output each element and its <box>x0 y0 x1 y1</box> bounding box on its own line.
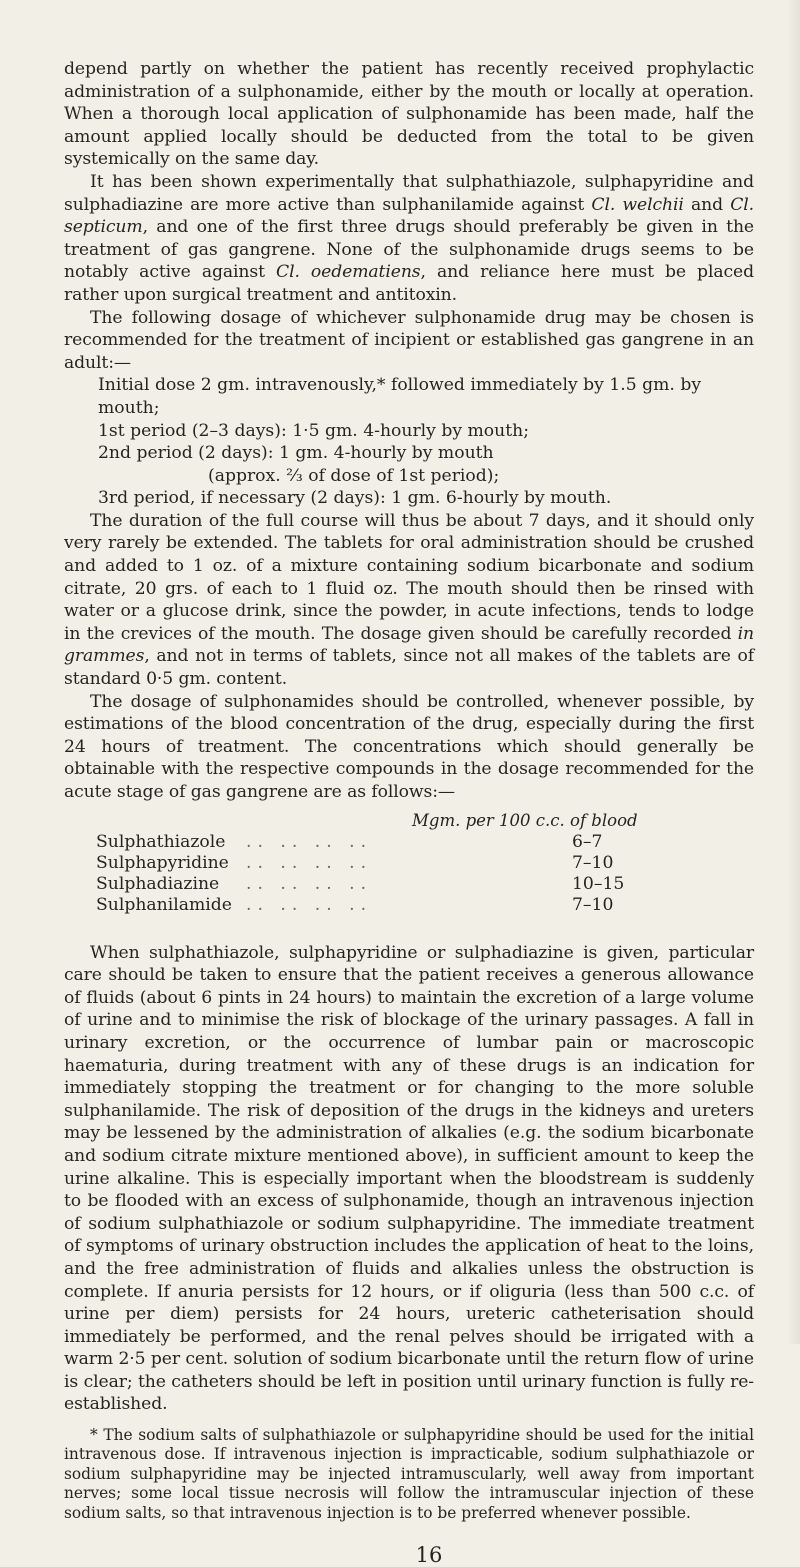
spacer <box>64 1416 754 1426</box>
spacer <box>64 916 754 942</box>
page-edge-shadow <box>786 0 800 1344</box>
drug-name: Sulphapyridine <box>96 852 229 873</box>
drug-name: Sulphathiazole <box>96 831 226 852</box>
table-row <box>96 853 624 874</box>
organism-welchii: Cl. welchii <box>591 194 684 215</box>
p4-emphasis: in grammes <box>64 623 754 667</box>
concentration-table-header: Mgm. per 100 c.c. of blood <box>412 810 638 830</box>
paragraph-urinary-care: When sulphathiazole, sulphapyridine or sulphadiazine is given, particular care should be taken to ensure that the patient receives a generous allowance of fluids (about 6 pints in 24 hours) to maintain the excretion of a large volume of urine and to minimise the risk of blockage of the urinary passages. A fall in urinary excretion, or the occurrence of lumbar pain or macroscopic haematuria, during treatment with any of these drugs is an indication for immediately stopping the treatment or for changing to the more soluble sulphanilamide. The risk of deposition of the drugs in the kidneys and ureters may be lessened by the administration of alkalies (e.g. the sodium bicarbonate and sodium citrate mixture mentioned above), in sufficient amount to keep the urine alkaline. This is especially important when the bloodstream is suddenly to be flooded with an excess of sulphonamide, though an intravenous injection of sodium sulphathiazole or sodium sulphapyridine. The immediate treatment of symptoms of urinary obstruction includes the application of heat to the loins, and the free administration of fluids and alkalies unless the obstruction is complete. If anuria persists for 12 hours, or if oliguria (less than 500 c.c. of urine per diem) persists for 24 hours, ureteric catheterisation should immediately be performed, and the renal pelves should be irrigated with a warm 2·5 per cent. solution of sodium bicarbonate until the return flow of urine is clear; the catheters should be left in position until urinary function is fully re-established. <box>64 942 754 1415</box>
concentration-value: 7–10 <box>572 852 614 873</box>
leader-dots: .. .. .. .. <box>246 831 373 852</box>
paragraph-organism-activity <box>64 171 754 307</box>
page-number: 16 <box>415 1543 443 1567</box>
drug-name: Sulphanilamide <box>96 894 232 915</box>
concentration-value: 7–10 <box>572 894 614 915</box>
paragraph-duration <box>64 510 754 691</box>
p2-text-c: , and one of the first three drugs should preferably be given in the treatment of gas gangrene. None of the sulphonamide drugs seems to be notably active against <box>64 217 754 283</box>
p2-text-b: and <box>683 194 731 215</box>
leader-dots: .. .. .. .. <box>246 852 373 873</box>
dosage-initial: Initial dose 2 gm. intravenously,* followed immediately by 1.5 gm. by mouth; <box>98 375 702 418</box>
table-row <box>96 895 624 916</box>
organism-septicum: Cl. septicum <box>64 194 754 238</box>
dosage-period-2: 2nd period (2 days): 1 gm. 4-hourly by mouth <box>98 443 494 464</box>
p4-text-a: The duration of the full course will thus be about 7 days, and it should only very rarely be extended. The tablets for oral administration should be crushed and added to 1 oz. of a mixture containing sodium bicarbonate and sodium citrate, 20 grs. of each to 1 fluid oz. The mouth should then be rinsed with water or a glucose drink, since the powder, in acute infections, tends to lodge in the crevices of the mouth. The dosage given should be carefully recorded <box>64 510 754 644</box>
paragraph-blood-concentration: The dosage of sulphonamides should be controlled, whenever possible, by estimations of the blood concentration of the drug, especially during the first 24 hours of treatment. The concentrations which should generally be obtainable with the respective compounds in the dosage recommended for the acute stage of gas gangrene are as follows:— <box>64 691 754 802</box>
p2-text-a: It has been shown experimentally that sulphathiazole, sulphapyridine and sulphadiazine are more active than sulphanilamide against <box>64 171 754 215</box>
concentration-table <box>64 810 754 916</box>
concentration-value: 6–7 <box>572 831 603 852</box>
leader-dots: .. .. .. .. <box>246 894 373 915</box>
table-row <box>96 874 624 895</box>
organism-oedematiens: Cl. oedematiens <box>276 262 421 283</box>
p2-text-d: , and reliance here must be placed rather upon surgical treatment and antitoxin. <box>64 262 755 305</box>
paragraph-continuation: depend partly on whether the patient has recently received prophylactic administration of a sulphonamide, either by the mouth or locally at operation. When a thorough local application of sulphonamide has been made, half the amount applied locally should be deducted from the total to be given systemically on the same day. <box>64 59 754 170</box>
dosage-schedule <box>98 374 754 510</box>
dosage-period-1: 1st period (2–3 days): 1·5 gm. 4-hourly by mouth; <box>98 420 529 441</box>
concentration-table-body <box>96 832 624 916</box>
paragraph-dosage-intro: The following dosage of whichever sulphonamide drug may be chosen is recommended for the treatment of incipient or established gas gangrene in an adult:— <box>64 307 754 373</box>
drug-name: Sulphadiazine <box>96 873 220 894</box>
concentration-value: 10–15 <box>572 873 625 894</box>
dosage-period-2-note: (approx. ⅔ of dose of 1st period); <box>208 465 500 486</box>
leader-dots: .. .. .. .. <box>246 873 373 894</box>
p4-text-b: , and not in terms of tablets, since not all makes of the tablets are of standard 0·5 gm. content. <box>64 646 754 690</box>
dosage-period-3: 3rd period, if necessary (2 days): 1 gm. 6-hourly by mouth. <box>98 488 612 509</box>
footnote: * The sodium salts of sulphathiazole or sulphapyridine should be used for the initial intravenous dose. If intravenous injection is impracticable, sodium sulphathiazole or sodium sulphapyridine may be injected intramuscularly, well away from important nerves; some local tissue necrosis will follow the intramuscular injection of these sodium salts, so that intravenous injection is to be preferred whenever possible. <box>64 1426 754 1522</box>
table-row <box>96 832 624 853</box>
